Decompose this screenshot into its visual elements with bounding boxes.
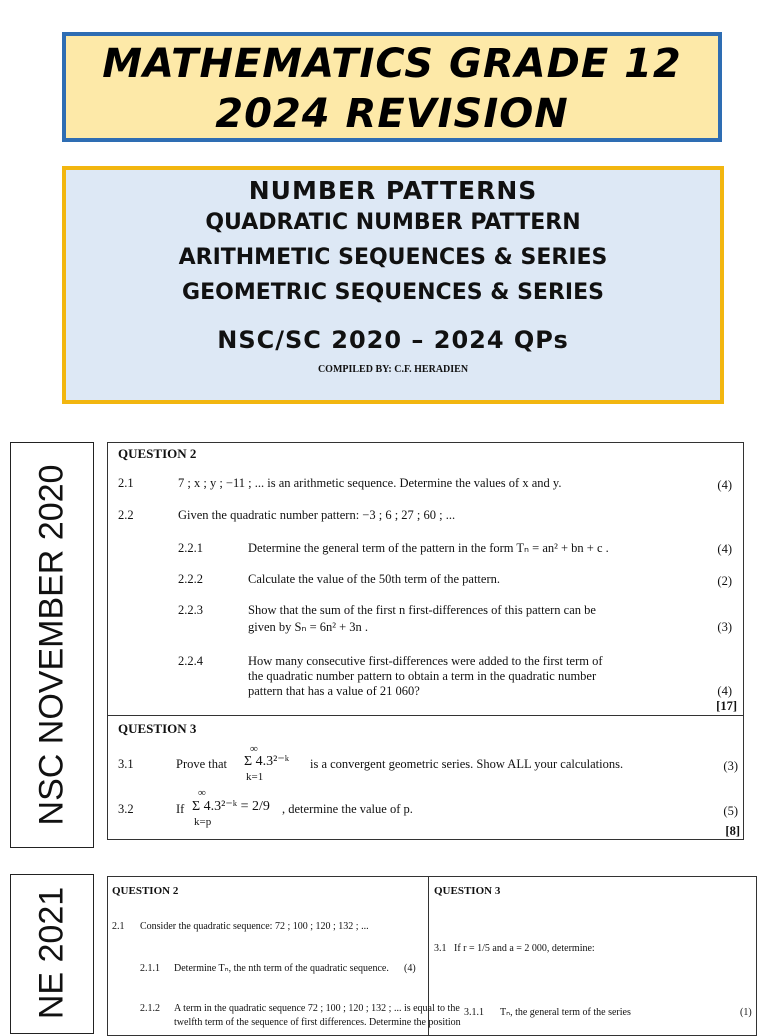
q3-1-text-b: is a convergent geometric series. Show ALL your calculations. [310,757,624,771]
q3-1-text-a: Prove that [176,757,228,771]
q2-1-number-2021: 2.1 [112,921,125,932]
q3-2-sum: Σ 4.3²⁻ᵏ = 2/9 [192,799,270,814]
q3-1-sum: Σ 4.3²⁻ᵏ [244,754,290,769]
q2-heading-2021: QUESTION 2 [112,885,179,897]
q2-2-2-text: Calculate the value of the 50th term of the pattern. [248,572,500,586]
q2-1-1-text-2021: Determine Tₙ, the nth term of the quadratic sequence. [174,963,389,974]
q2-1-number: 2.1 [118,476,134,490]
question-divider [108,715,743,716]
q2-2-2-marks: (2) [717,574,732,588]
topic-line-3: GEOMETRIC SEQUENCES & SERIES [182,280,604,305]
q3-heading-2021: QUESTION 3 [434,885,501,897]
topic-line-2: ARITHMETIC SEQUENCES & SERIES [178,245,608,270]
question-papers-range: NSC/SC 2020 – 2024 QPs [217,326,569,354]
q3-2-sum-lower: k=p [194,816,212,828]
q2-1-text-2021: Consider the quadratic sequence: 72 ; 100 ; 120 ; 132 ; ... [140,921,369,932]
q2-2-4-marks: (4) [717,684,732,698]
exam-panel-2021 [107,876,757,1036]
q2-2-number: 2.2 [118,508,134,522]
side-label-text: NSC NOVEMBER 2020 [32,464,71,826]
q2-1-text: 7 ; x ; y ; −11 ; ... is an arithmetic sequence. Determine the values of x and y. [178,476,562,490]
q2-2-4-text-2: the quadratic number pattern to obtain a term in the quadratic number [248,669,597,683]
q3-1-number-2021: 3.1 [434,943,447,954]
q2-2-3-text-1: Show that the sum of the first n first-differences of this pattern can be [248,603,596,617]
q3-1-1-marks-2021: (1) [740,1007,752,1018]
q2-2-1-number: 2.2.1 [178,541,203,555]
q3-2-number: 3.2 [118,802,134,816]
side-label-nsc-nov-2020 [10,442,94,848]
q3-1-text-2021: If r = 1/5 and a = 2 000, determine: [454,943,595,954]
side-label-june-2021 [10,874,94,1034]
q3-1-marks: (3) [723,759,738,773]
q2-2-4-number: 2.2.4 [178,654,203,668]
q2-2-1-marks: (4) [717,542,732,556]
q2-2-3-text-2: given by Sₙ = 6n² + 3n . [248,620,369,634]
q2-2-1-text: Determine the general term of the pattern in the form Tₙ = an² + bn + c . [248,541,609,555]
q3-2-text-b: , determine the value of p. [282,802,413,816]
compiled-by: COMPILED BY: C.F. HERADIEN [317,364,469,375]
q3-1-sum-upper: ∞ [250,743,258,755]
q2-1-1-number-2021: 2.1.1 [140,963,160,974]
q2-2-3-number: 2.2.3 [178,603,203,617]
q3-2-sum-upper: ∞ [198,787,206,799]
q3-2-text-a: If [176,802,185,816]
q2-1-2-number-2021: 2.1.2 [140,1003,160,1014]
q3-1-1-number-2021: 3.1.1 [464,1007,484,1018]
q2-2-3-marks: (3) [717,620,732,634]
q2-2-2-number: 2.2.2 [178,572,203,586]
title-line-1: MATHEMATICS GRADE 12 [102,41,682,87]
topic-line-1: QUADRATIC NUMBER PATTERN [205,210,581,235]
question-3-total: [8] [725,824,740,838]
topics-box [62,166,724,404]
q2-1-marks: (4) [717,478,732,492]
q2-2-4-text-1: How many consecutive first-differences were added to the first term of [248,654,603,668]
topics-heading: NUMBER PATTERNS [248,176,538,205]
q2-1-1-marks-2021: (4) [404,963,416,974]
question-2-total: [17] [716,699,737,713]
q2-2-text: Given the quadratic number pattern: −3 ; 6 ; 27 ; 60 ; ... [178,508,456,522]
q2-2-4-text-3: pattern that has a value of 21 060? [248,684,420,698]
question-2-heading: QUESTION 2 [118,446,197,461]
q2-1-2-text-1-2021: A term in the quadratic sequence 72 ; 100 ; 120 ; 132 ; ... is equal to the [174,1003,460,1014]
question-3-heading: QUESTION 3 [118,721,197,736]
exam-panel-2020 [107,442,744,840]
title-line-2: 2024 REVISION [215,91,569,137]
q3-1-number: 3.1 [118,757,134,771]
q3-1-1-text-2021: Tₙ, the general term of the series [500,1007,631,1018]
q3-2-marks: (5) [723,804,738,818]
title-banner [62,32,722,142]
side-label-text-2: NE 2021 [32,886,71,1020]
q3-1-sum-lower: k=1 [246,771,264,783]
q2-1-2-text-2-2021: twelfth term of the sequence of first differences. Determine the position [174,1017,461,1028]
